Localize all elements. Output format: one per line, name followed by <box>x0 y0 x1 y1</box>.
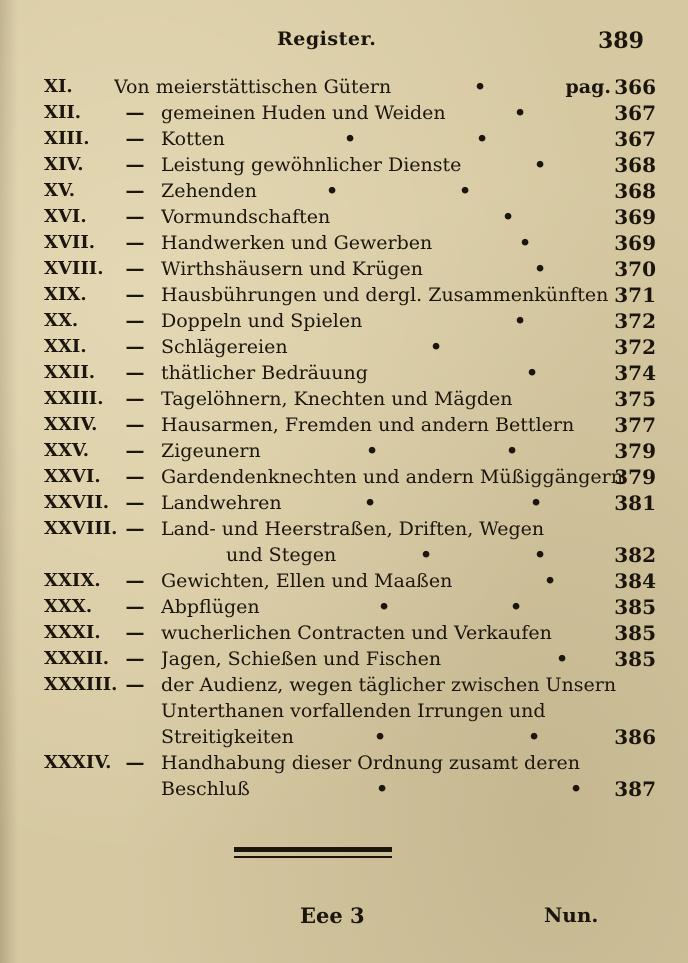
entry-page: 372 <box>614 335 656 359</box>
entry-number: XVI. <box>44 206 87 227</box>
index-entry <box>44 360 656 386</box>
index-entry <box>44 672 656 698</box>
entry-text: Handwerken und Gewerben <box>161 232 433 254</box>
entry-number: XVIII. <box>44 258 104 279</box>
entry-page: 366 <box>614 75 656 99</box>
entry-text: Zehenden <box>161 180 257 202</box>
entry-number: XXXII. <box>44 648 110 669</box>
index-entry <box>44 152 656 178</box>
entry-dash: — <box>125 518 145 540</box>
entry-page: 386 <box>614 725 656 749</box>
leader-dot: • <box>519 232 532 254</box>
entry-dash: — <box>125 492 145 514</box>
leader-dot: • <box>374 726 387 748</box>
entry-dash: — <box>125 284 145 306</box>
entry-continuation: Unterthanen vorfallenden Irrungen und <box>161 700 546 722</box>
index-entry-continuation <box>44 724 656 750</box>
entry-text: Land- und Heerstraßen, Driften, Wegen <box>161 518 545 540</box>
entry-text: Schlägereien <box>161 336 288 358</box>
entry-text: Jagen, Schießen und Fischen <box>161 648 442 670</box>
entry-dash: — <box>125 596 145 618</box>
entry-page: 370 <box>614 257 656 281</box>
entry-number: XI. <box>44 76 73 97</box>
entry-dash: — <box>125 674 145 696</box>
leader-dot: • <box>366 440 379 462</box>
closing-rule-thin <box>234 856 392 858</box>
entry-number: XXVI. <box>44 466 101 487</box>
entry-page: 369 <box>614 231 656 255</box>
leader-dot: • <box>534 258 547 280</box>
index-entry <box>44 386 656 412</box>
entry-dash: — <box>125 154 145 176</box>
entry-page: 368 <box>614 179 656 203</box>
entry-text: wucherlichen Contracten und Verkaufen <box>161 622 552 644</box>
index-entry-continuation <box>44 698 656 724</box>
entry-number: XXXIII. <box>44 674 118 695</box>
entry-dash: — <box>125 258 145 280</box>
entry-dash: — <box>125 102 145 124</box>
entry-text: thätlicher Bedräuung <box>161 362 368 384</box>
index-entry <box>44 646 656 672</box>
entry-number: XXXI. <box>44 622 101 643</box>
entry-dash: — <box>125 336 145 358</box>
entry-dash: — <box>125 466 145 488</box>
leader-dot: • <box>459 180 472 202</box>
entry-text: Tagelöhnern, Knechten und Mägden <box>161 388 513 410</box>
entry-page: 382 <box>614 543 656 567</box>
entry-text: gemeinen Huden und Weiden <box>161 102 446 124</box>
page-number: 389 <box>598 28 644 54</box>
leader-dot: • <box>544 570 557 592</box>
entry-text: Wirthshäusern und Krügen <box>161 258 423 280</box>
index-entry <box>44 126 656 152</box>
entry-number: XXX. <box>44 596 93 617</box>
entry-text: Doppeln und Spielen <box>161 310 363 332</box>
catchword: Nun. <box>544 903 599 927</box>
index-entry <box>44 308 656 334</box>
entry-text: der Audienz, wegen täglicher zwischen Unsern <box>161 674 617 696</box>
entry-text: Hausbührungen und dergl. Zusammenkünften <box>161 284 609 306</box>
entry-page: 377 <box>614 413 656 437</box>
entry-page: 379 <box>614 465 656 489</box>
entry-dash: — <box>125 232 145 254</box>
entry-number: XXV. <box>44 440 90 461</box>
index-entry <box>44 490 656 516</box>
index-entry <box>44 620 656 646</box>
leader-dot: • <box>506 440 519 462</box>
entry-dash: — <box>125 206 145 228</box>
entry-page: 387 <box>614 777 656 801</box>
leader-dot: • <box>530 492 543 514</box>
entry-dash: — <box>125 622 145 644</box>
entry-page: 367 <box>614 101 656 125</box>
entry-number: XXI. <box>44 336 87 357</box>
entry-dash: — <box>125 128 145 150</box>
entry-number: XIV. <box>44 154 84 175</box>
leader-dot: • <box>344 128 357 150</box>
entry-number: XXVIII. <box>44 518 118 539</box>
index-entry <box>44 256 656 282</box>
index-entry <box>44 412 656 438</box>
index-entry <box>44 334 656 360</box>
entry-text: Vormundschaften <box>161 206 331 228</box>
leader-dot: • <box>528 726 541 748</box>
leader-dot: • <box>364 492 377 514</box>
index-entry <box>44 750 656 776</box>
entry-dash: — <box>125 570 145 592</box>
leader-dot: • <box>420 544 433 566</box>
entry-text: Landwehren <box>161 492 282 514</box>
page-label: pag. <box>565 76 611 98</box>
entry-page: 371 <box>614 283 656 307</box>
leader-dot: • <box>510 596 523 618</box>
entry-dash: — <box>125 180 145 202</box>
entry-page: 369 <box>614 205 656 229</box>
entry-dash: — <box>125 362 145 384</box>
entry-page: 372 <box>614 309 656 333</box>
closing-rule-thick <box>234 847 392 852</box>
leader-dot: • <box>570 778 583 800</box>
entry-number: XX. <box>44 310 79 331</box>
entry-continuation: und Stegen <box>226 544 337 566</box>
entry-page: 379 <box>614 439 656 463</box>
entry-page: 368 <box>614 153 656 177</box>
entry-dash: — <box>125 648 145 670</box>
index-entry <box>44 464 656 490</box>
entry-page: 385 <box>614 647 656 671</box>
entry-page: 374 <box>614 361 656 385</box>
entry-number: XXXIV. <box>44 752 112 773</box>
index-entry <box>44 230 656 256</box>
entry-number: XIX. <box>44 284 87 305</box>
entry-number: XVII. <box>44 232 96 253</box>
leader-dot: • <box>534 154 547 176</box>
entry-continuation: Beschluß <box>161 778 250 800</box>
entry-text: Hausarmen, Fremden und andern Bettlern <box>161 414 575 436</box>
index-entry-continuation <box>44 542 656 568</box>
signature-mark: Eee 3 <box>300 903 365 928</box>
leader-dot: • <box>430 336 443 358</box>
entry-number: XIII. <box>44 128 90 149</box>
index-entry <box>44 100 656 126</box>
entry-number: XXIII. <box>44 388 104 409</box>
entry-text: Abpflügen <box>161 596 260 618</box>
index-entry <box>44 516 656 542</box>
index-entry-continuation <box>44 776 656 802</box>
index-entry <box>44 568 656 594</box>
leader-dot: • <box>534 544 547 566</box>
entry-text: Von meierstättischen Gütern <box>114 76 392 98</box>
leader-dot: • <box>526 362 539 384</box>
entry-dash: — <box>125 310 145 332</box>
entry-number: XV. <box>44 180 76 201</box>
entry-text: Leistung gewöhnlicher Dienste <box>161 154 462 176</box>
entry-continuation: Streitigkeiten <box>161 726 294 748</box>
leader-dot: • <box>476 128 489 150</box>
entry-dash: — <box>125 414 145 436</box>
entry-text: Handhabung dieser Ordnung zusamt deren <box>161 752 581 774</box>
entry-page: 385 <box>614 595 656 619</box>
entry-number: XII. <box>44 102 82 123</box>
index-entry <box>44 594 656 620</box>
index-entry <box>44 204 656 230</box>
leader-dot: • <box>556 648 569 670</box>
leader-dot: • <box>502 206 515 228</box>
entry-page: 384 <box>614 569 656 593</box>
entry-number: XXVII. <box>44 492 110 513</box>
leader-dot: • <box>514 310 527 332</box>
entry-dash: — <box>125 388 145 410</box>
index-entry <box>44 74 656 100</box>
entry-number: XXIX. <box>44 570 101 591</box>
index-entry <box>44 178 656 204</box>
leader-dot: • <box>326 180 339 202</box>
entry-text: Gardendenknechten und andern Müßiggängern <box>161 466 623 488</box>
entry-number: XXII. <box>44 362 96 383</box>
entry-page: 385 <box>614 621 656 645</box>
entry-text: Kotten <box>161 128 225 150</box>
entry-text: Zigeunern <box>161 440 261 462</box>
page-header-title: Register. <box>277 28 377 50</box>
entry-page: 367 <box>614 127 656 151</box>
entry-number: XXIV. <box>44 414 98 435</box>
leader-dot: • <box>376 778 389 800</box>
entry-dash: — <box>125 440 145 462</box>
index-entry <box>44 438 656 464</box>
leader-dot: • <box>474 76 487 98</box>
index-entry <box>44 282 656 308</box>
entry-text: Gewichten, Ellen und Maaßen <box>161 570 453 592</box>
leader-dot: • <box>378 596 391 618</box>
entry-page: 375 <box>614 387 656 411</box>
entry-dash: — <box>125 752 145 774</box>
leader-dot: • <box>514 102 527 124</box>
entry-page: 381 <box>614 491 656 515</box>
